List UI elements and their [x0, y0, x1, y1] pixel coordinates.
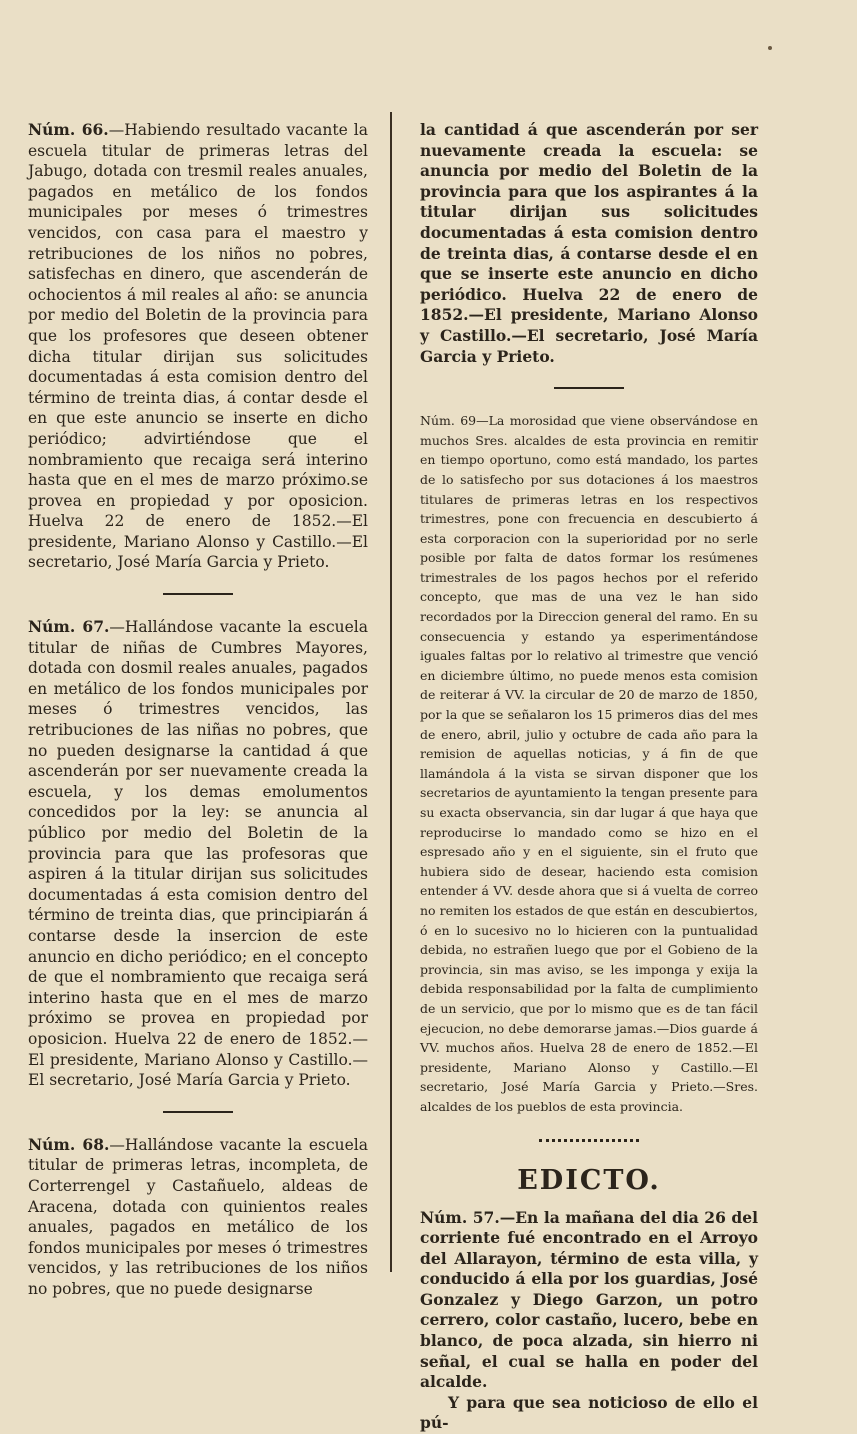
notice-67-number: Núm. 67. — [28, 617, 110, 637]
notice-69 — [420, 411, 758, 1116]
column-divider — [390, 112, 392, 1272]
notice-68-continued: la cantidad á que ascenderán por ser nuevamente creada la escuela: se anuncia por medio del Boletin de la provincia para que los aspirantes á la titular dirijan sus solicitudes documentadas á esta comision dentro de treinta dias, á contarse desde el en que se inserte este anuncio en dicho periódico. Huelva 22 de enero de 1852.—El presidente, Mariano Alonso y Castillo.—El secretario, José María Garcia y Prieto. — [420, 120, 758, 366]
separator-rule — [163, 593, 233, 595]
separator-rule — [554, 387, 624, 389]
notice-67 — [28, 617, 368, 1091]
notice-66-number: Núm. 66. — [28, 120, 109, 139]
separator-rule — [163, 1111, 233, 1113]
notice-68 — [28, 1135, 368, 1300]
edicto-notice — [420, 1208, 758, 1393]
notice-66 — [28, 120, 368, 573]
notice-66-text: —Habiendo resultado vacante la escuela titular de primeras letras del Jabugo, dotada con tresmil reales anuales, pagados en metálico de los fondos municipales por meses ó trimestres vencidos, con casa para el maestro y retribuciones de los niños no pobres, satisfechas en dinero, que ascenderán de ochocientos á mil reales al año: se anuncia por medio del Boletin de la provincia para que los profesores que deseen obtener dicha titular dirijan sus solicitudes documentadas á esta comision dentro del término de treinta dias, á contar desde el en que este anuncio se inserte en dicho periódico; advirtiéndose que el nombramiento que recaiga será interino hasta que en el mes de marzo próximo.se provea en propiedad y por oposicion. Huelva 22 de enero de 1852.—El presidente, Mariano Alonso y Castillo.—El secretario, José María Garcia y Prieto. — [28, 121, 368, 572]
edicto-text: —En la mañana del dia 26 del corriente fué encontrado en el Arroyo del Allarayon, término de esta villa, y conducido á ella por los guardias, José Gonzalez y Diego Garzon, un potro cerrero, color castaño, lucero, bebe en blanco, de poca alzada, sin hierro ni señal, el cual se halla en poder del alcalde. — [420, 1207, 758, 1392]
right-column — [420, 120, 758, 1434]
ink-speck — [768, 46, 772, 50]
edicto-text-continued: Y para que sea noticioso de ello el pú- — [420, 1392, 758, 1433]
notice-69-text: —La morosidad que viene observándose en muchos Sres. alcaldes de esta provincia en remitir en tiempo oportuno, como está mandado, los partes de lo satisfecho por sus dotaciones á los maestros titulares de primeras letras en los respectivos trimestres, pone con frecuencia en descubierto á esta corporacion con la superioridad por no serle posible por falta de datos formar los resúmenes trimestrales de los pagos hechos por el referido concepto, que mas de una vez le han sido recordados por la Direccion general del ramo. En su consecuencia y estando ya esperimentándose iguales faltas por lo relativo al trimestre que venció en diciembre último, no puede menos esta comision de reiterar á VV. la circular de 20 de marzo de 1850, por la que se señalaron los 15 primeros dias del mes de enero, abril, julio y octubre de cada año para la remision de aquellas noticias, y á fin de que llamándola á la vista se sirvan disponer que los secretarios de ayuntamiento la tengan presente para su exacta observancia, sin dar lugar á que haya que reproducirse lo mandado como se hizo en el espresado año y en el siguiente, sin el fruto que hubiera sido de desear, haciendo esta comision entender á VV. desde ahora que si á vuelta de correo no remiten los estados de que están en descubiertos, ó en lo sucesivo no lo hicieren con la puntualidad debida, no estrañen luego que por el Gobieno de la provincia, sin mas aviso, se les imponga y exija la debida responsabilidad por la falta de cumplimiento de un servicio, que por lo mismo que es de tan fácil ejecucion, no debe demorarse jamas.—Dios guarde á VV. muchos años. Huelva 28 de enero de 1852.—El presidente, Mariano Alonso y Castillo.—El secretario, José María Garcia y Prieto.—Sres. alcaldes de los pueblos de esta provincia. — [420, 413, 759, 1114]
edicto-heading: EDICTO. — [517, 1164, 661, 1196]
notice-69-number: Núm. 69 — [420, 413, 477, 429]
notice-68-number: Núm. 68. — [28, 1134, 110, 1154]
notice-68-text: —Hallándose vacante la escuela titular de primeras letras, incompleta, de Corterrengel y Castañuelo, aldeas de Aracena, dotada con quinientos reales anuales, pagados en metálico de los fondos municipales por meses ó trimestres vencidos, y las retribuciones de los niños no pobres, que no puede designarse — [28, 1135, 368, 1298]
notice-67-text: —Hallándose vacante la escuela titular de niñas de Cumbres Mayores, dotada con dosmil reales anuales, pagados en metálico de los fondos municipales por meses ó trimestres vencidos, las retribuciones de las niñas no pobres, que no pueden designarse la cantidad á que ascenderán por ser nuevamente creada la escuela, y los demas emolumentos concedidos por la ley: se anuncia al público por medio del Boletin de la provincia para que las profesoras que aspiren á la titular dirijan sus solicitudes documentadas á esta comision dentro del término de treinta dias, que principiarán á contarse desde la insercion de este anuncio en dicho periódico; en el concepto de que el nombramiento que recaiga será interino hasta que en el mes de marzo próximo se provea en propiedad por oposicion. Huelva 22 de enero de 1852.—El presidente, Mariano Alonso y Castillo.—El secretario, José María Garcia y Prieto. — [28, 618, 368, 1090]
edicto-number: Núm. 57. — [420, 1207, 500, 1227]
dotted-separator — [539, 1139, 639, 1145]
left-column — [28, 120, 368, 1299]
